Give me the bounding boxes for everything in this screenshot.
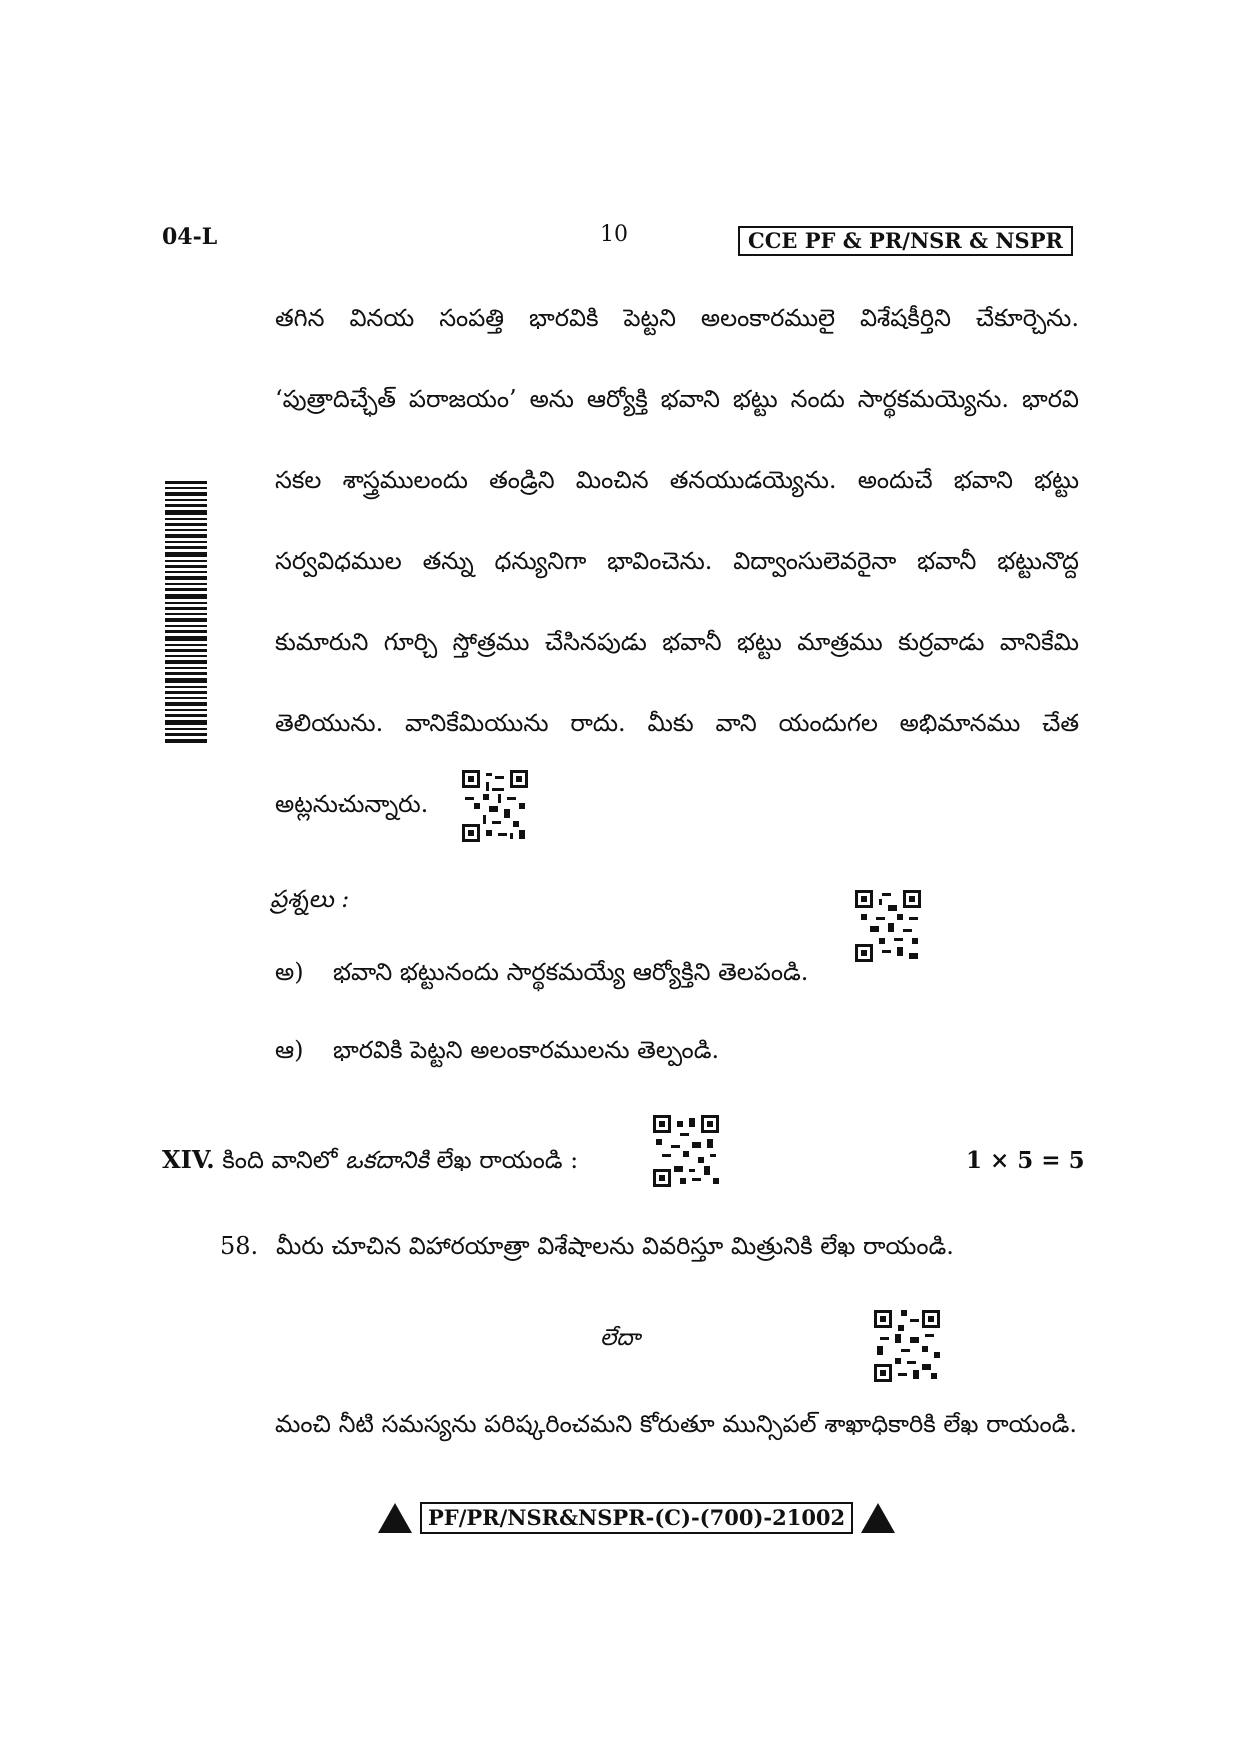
alternate-question: మంచి నీటి సమస్యను పరిష్కరించమని కోరుతూ మున్సిపల్ శాఖాధికారికి లేఖ రాయండి.: [275, 1410, 1078, 1438]
passage-line: ‘పుత్రాదిచ్ఛేత్ పరాజయం’ అను ఆర్యోక్తి భవాని భట్టు నందు సార్థకమయ్యెను. భారవి: [275, 385, 1079, 413]
footer-code: PF/PR/NSR&NSPR-(C)-(700)-21002: [420, 1502, 853, 1534]
triangle-icon: [861, 1503, 895, 1533]
passage: [275, 294, 1079, 861]
passage-line: కుమారుని గూర్చి స్తోత్రము చేసినపుడు భవానీ భట్టు మాత్రము కుర్రవాడు వానికేమి: [275, 628, 1079, 656]
question-marker: ఆ): [275, 1036, 304, 1064]
question-text: మీరు చూచిన విహారయాత్రా విశేషాలను వివరిస్తూ మిత్రునికి లేఖ రాయండి.: [276, 1232, 954, 1260]
paper-code: 04-L: [162, 224, 218, 250]
section-instruction: లేఖ రాయండి :: [436, 1146, 579, 1174]
section-instruction: కింది వానిలో: [222, 1146, 338, 1174]
qr-code-image: [462, 770, 528, 842]
triangle-icon: [378, 1503, 412, 1533]
question-item: [275, 1036, 719, 1070]
barcode-image: [165, 481, 207, 745]
questions-label: ప్రశ్నలు :: [270, 885, 350, 913]
question-number: 58.: [220, 1232, 259, 1260]
exam-title-box: CCE PF & PR/NSR & NSPR: [738, 226, 1073, 256]
section-instruction-emphasis: ఒకదానికి: [345, 1146, 429, 1174]
question-text: భారవికి పెట్టని అలంకారములను తెల్పండి.: [333, 1036, 720, 1064]
passage-line: సకల శాస్త్రములందు తండ్రిని మించిన తనయుడయ్యెను. అందుచే భవాని భట్టు: [275, 466, 1079, 494]
question-text: భవాని భట్టునందు సార్థకమయ్యే ఆర్యోక్తిని తెలపండి.: [333, 958, 809, 986]
passage-line: అట్లనుచున్నారు.: [275, 790, 429, 818]
question-item: [275, 958, 808, 992]
section-heading: [162, 1145, 578, 1180]
section-number: XIV.: [162, 1145, 215, 1174]
passage-line: తెలియును. వానికేమియును రాదు. మీకు వాని యందుగల అభిమానము చేత: [275, 709, 1079, 737]
qr-code-image: [874, 1310, 940, 1382]
page-number: 10: [600, 222, 628, 247]
question-marker: అ): [275, 958, 304, 986]
passage-line: సర్వవిధముల తన్ను ధన్యునిగా భావించెను. విద్వాంసులెవరైనా భవానీ భట్టునొద్ద: [275, 547, 1079, 575]
qr-code-image: [653, 1115, 719, 1187]
section-marks: 1 × 5 = 5: [966, 1147, 1085, 1174]
or-label: లేదా: [600, 1325, 641, 1351]
passage-line: తగిన వినయ సంపత్తి భారవికి పెట్టని అలంకారములై విశేషకీర్తిని చేకూర్చెను.: [275, 304, 1079, 332]
qr-code-image: [855, 890, 921, 962]
question-58: [220, 1232, 954, 1266]
footer: [378, 1502, 895, 1536]
